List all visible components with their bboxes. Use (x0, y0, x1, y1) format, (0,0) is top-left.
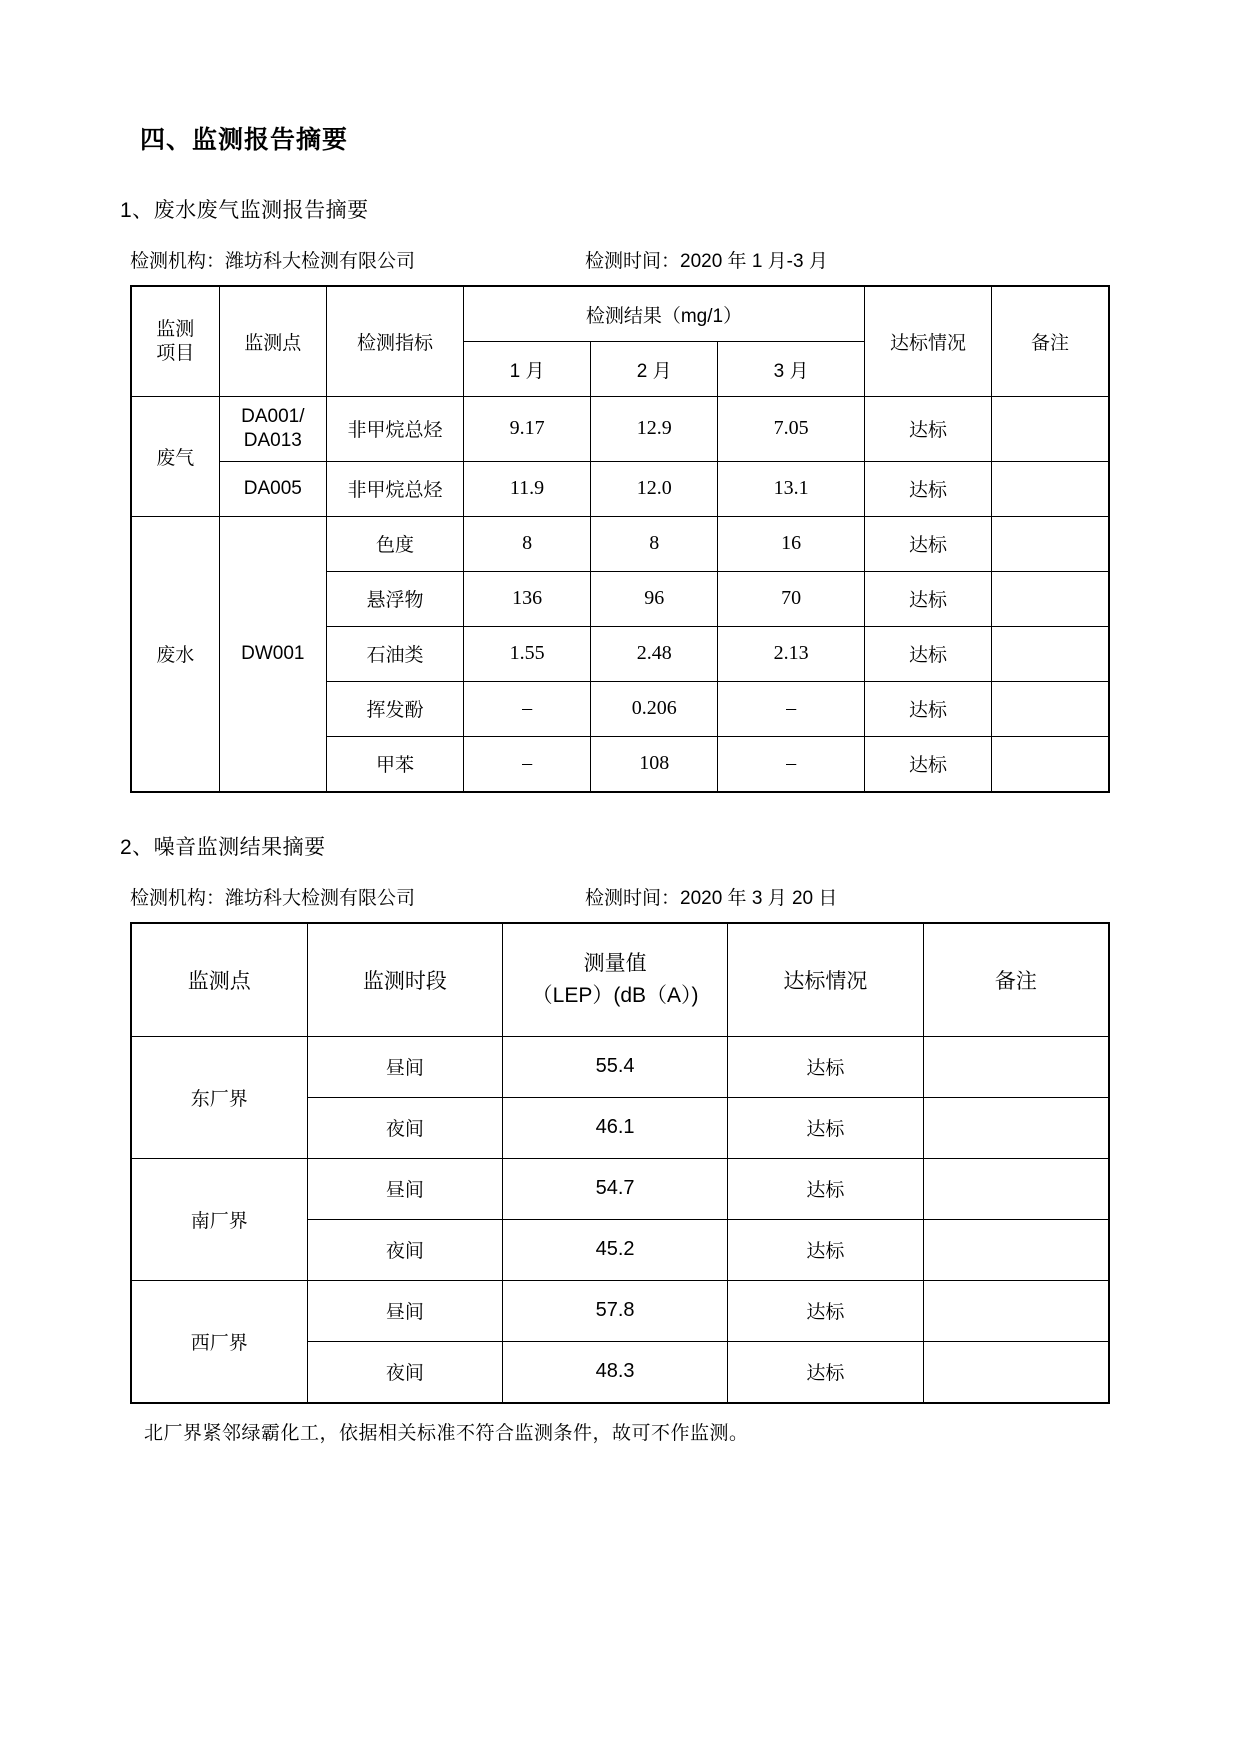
cell-value: 55.4 (503, 1036, 728, 1097)
cell-remark (923, 1097, 1109, 1158)
cell-month1: 8 (464, 516, 591, 571)
cell-value: 46.1 (503, 1097, 728, 1158)
header-item-line2: 项目 (156, 342, 195, 364)
cell-period: 夜间 (307, 1097, 503, 1158)
noise-table-wrapper (130, 922, 1110, 1404)
table-row (131, 397, 1109, 462)
cell-status: 达标 (728, 1097, 924, 1158)
cell-point: DA005 (219, 461, 327, 516)
cell-index: 色度 (327, 516, 464, 571)
cell-status: 达标 (864, 736, 991, 792)
cell-status: 达标 (728, 1158, 924, 1219)
cell-month3: 7.05 (718, 397, 865, 462)
cell-month1: – (464, 736, 591, 792)
cell-period: 昼间 (307, 1280, 503, 1341)
cell-value: 57.8 (503, 1280, 728, 1341)
cell-month2: 8 (591, 516, 718, 571)
cell-month3: – (718, 681, 865, 736)
noise-org-label: 检测机构：潍坊科大检测有限公司 (130, 887, 416, 909)
cell-period: 昼间 (307, 1158, 503, 1219)
cell-month3: 2.13 (718, 626, 865, 681)
waste-org-label: 检测机构：潍坊科大检测有限公司 (130, 251, 416, 272)
cell-month1: – (464, 681, 591, 736)
cell-month2: 0.206 (591, 681, 718, 736)
cell-month2: 2.48 (591, 626, 718, 681)
cell-value: 54.7 (503, 1158, 728, 1219)
cell-status: 达标 (728, 1280, 924, 1341)
cell-status: 达标 (728, 1341, 924, 1403)
header-value-line1: 测量值 (583, 952, 647, 975)
table-row (131, 1036, 1109, 1097)
cell-remark (992, 461, 1109, 516)
cell-value: 45.2 (503, 1219, 728, 1280)
cell-item-waste-gas: 废气 (131, 397, 219, 517)
noise-meta-row (130, 883, 1110, 910)
cell-month2: 12.0 (591, 461, 718, 516)
cell-remark (992, 571, 1109, 626)
header-point: 监测点 (219, 286, 327, 397)
table-header-row (131, 923, 1109, 1037)
cell-remark (992, 681, 1109, 736)
cell-status: 达标 (864, 626, 991, 681)
header-index: 检测指标 (327, 286, 464, 397)
cell-remark (923, 1219, 1109, 1280)
header-remark: 备注 (923, 923, 1109, 1037)
table-row (131, 1158, 1109, 1219)
subsection-title-2: 2、噪音监测结果摘要 (120, 835, 326, 859)
cell-month3: 16 (718, 516, 865, 571)
cell-status: 达标 (864, 516, 991, 571)
cell-month3: 70 (718, 571, 865, 626)
table-row (131, 1280, 1109, 1341)
header-value (503, 923, 728, 1037)
cell-month1: 11.9 (464, 461, 591, 516)
header-status: 达标情况 (728, 923, 924, 1037)
header-month-3: 3 月 (718, 342, 865, 397)
waste-time-label: 检测时间：2020 年 1 月-3 月 (585, 251, 828, 272)
cell-index: 悬浮物 (327, 571, 464, 626)
cell-remark (992, 516, 1109, 571)
subsection-title-1: 1、废水废气监测报告摘要 (120, 199, 369, 222)
header-item (131, 286, 219, 397)
cell-status: 达标 (864, 571, 991, 626)
header-period: 监测时段 (307, 923, 503, 1037)
cell-point: DW001 (219, 516, 327, 792)
cell-month2: 96 (591, 571, 718, 626)
cell-index: 甲苯 (327, 736, 464, 792)
cell-remark (923, 1341, 1109, 1403)
table-header-row (131, 286, 1109, 342)
header-month-1: 1 月 (464, 342, 591, 397)
page-title: 四、监测报告摘要 (140, 126, 349, 154)
table-row (131, 461, 1109, 516)
cell-remark (923, 1158, 1109, 1219)
cell-status: 达标 (864, 397, 991, 462)
cell-remark (992, 626, 1109, 681)
cell-index: 非甲烷总烃 (327, 397, 464, 462)
noise-monitoring-table (130, 922, 1110, 1404)
cell-period: 夜间 (307, 1219, 503, 1280)
cell-remark (992, 397, 1109, 462)
header-point: 监测点 (131, 923, 307, 1037)
waste-meta-row (130, 246, 1110, 273)
waste-monitoring-table (130, 285, 1110, 793)
cell-point-west: 西厂界 (131, 1280, 307, 1403)
header-item-line1: 监测 (156, 318, 195, 340)
cell-month2: 108 (591, 736, 718, 792)
cell-status: 达标 (864, 461, 991, 516)
cell-remark (923, 1280, 1109, 1341)
cell-remark (923, 1036, 1109, 1097)
header-result: 检测结果（mg/1） (464, 286, 865, 342)
cell-point-south: 南厂界 (131, 1158, 307, 1280)
header-remark: 备注 (992, 286, 1109, 397)
cell-index: 挥发酚 (327, 681, 464, 736)
cell-month3: 13.1 (718, 461, 865, 516)
cell-status: 达标 (728, 1036, 924, 1097)
cell-point-line1: DA001/ (241, 406, 305, 427)
header-value-line2: （LEP）(dB（A）) (531, 983, 699, 1007)
cell-index: 石油类 (327, 626, 464, 681)
cell-period: 夜间 (307, 1341, 503, 1403)
noise-footnote: 北厂界紧邻绿霸化工，依据相关标准不符合监测条件，故可不作监测。 (144, 1422, 749, 1444)
cell-status: 达标 (728, 1219, 924, 1280)
cell-point (219, 397, 327, 462)
cell-remark (992, 736, 1109, 792)
noise-time-label: 检测时间：2020 年 3 月 20 日 (585, 887, 838, 909)
cell-item-waste-water: 废水 (131, 516, 219, 792)
waste-table-wrapper (130, 285, 1110, 793)
cell-point-east: 东厂界 (131, 1036, 307, 1158)
cell-status: 达标 (864, 681, 991, 736)
cell-index: 非甲烷总烃 (327, 461, 464, 516)
table-row (131, 516, 1109, 571)
header-status: 达标情况 (864, 286, 991, 397)
cell-period: 昼间 (307, 1036, 503, 1097)
cell-month1: 1.55 (464, 626, 591, 681)
header-month-2: 2 月 (591, 342, 718, 397)
cell-month2: 12.9 (591, 397, 718, 462)
cell-month3: – (718, 736, 865, 792)
cell-month1: 136 (464, 571, 591, 626)
cell-month1: 9.17 (464, 397, 591, 462)
cell-point-line2: DA013 (243, 429, 302, 451)
cell-value: 48.3 (503, 1341, 728, 1403)
